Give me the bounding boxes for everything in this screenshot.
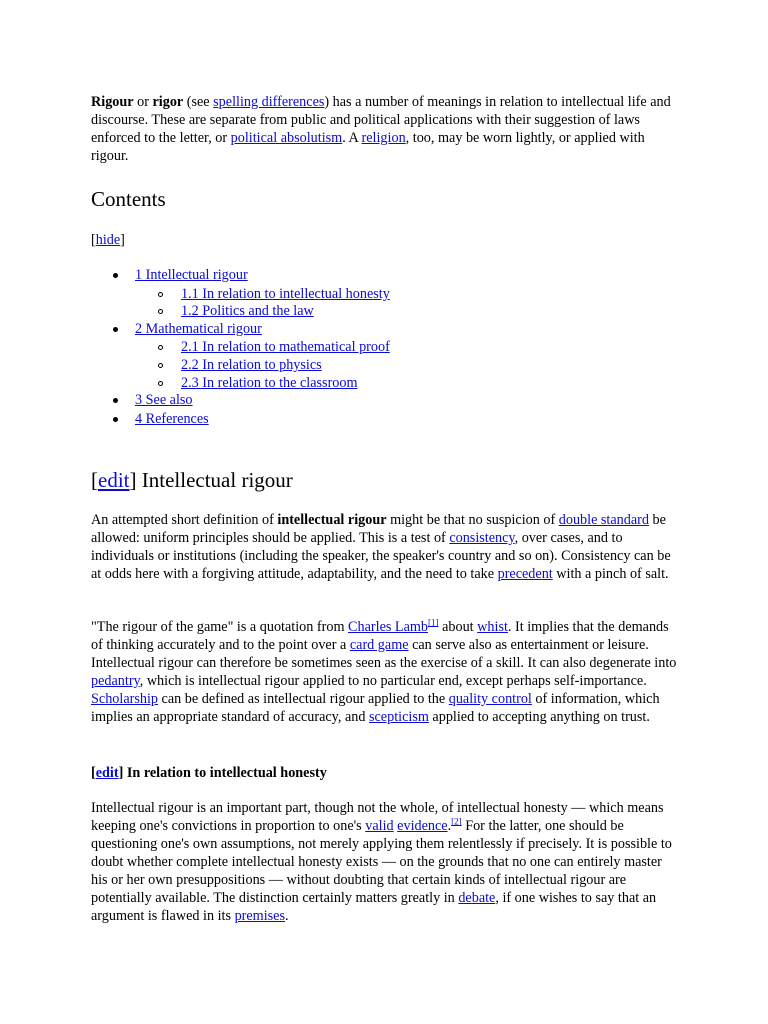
intro-text: ) has a number of meanings in relation to intellectual life and discourse. These are separate from public and political applications with their suggestion of laws enforced to the letter, or bbox=[91, 94, 671, 146]
circle-bullet-icon bbox=[158, 381, 163, 386]
toc-link-mathematical-rigour[interactable]: 2 Mathematical rigour bbox=[135, 321, 262, 337]
body-text: . bbox=[285, 908, 289, 924]
body-text: with a pinch of salt. bbox=[552, 566, 669, 582]
edit-link[interactable]: edit bbox=[98, 468, 130, 492]
link-precedent[interactable]: precedent bbox=[497, 566, 553, 582]
term-rigour: Rigour bbox=[91, 94, 134, 110]
link-evidence[interactable]: evidence bbox=[397, 818, 448, 834]
contents-hide-toggle bbox=[91, 231, 681, 249]
toc-link-mathematical-proof[interactable]: 2.1 In relation to mathematical proof bbox=[181, 339, 390, 355]
bold-term: intellectual rigour bbox=[277, 512, 387, 528]
subsection11-paragraph bbox=[91, 799, 681, 925]
link-pedantry[interactable]: pedantry bbox=[91, 673, 140, 689]
intro-text: (see bbox=[183, 94, 214, 110]
body-text: "The rigour of the game" is a quotation from bbox=[91, 619, 349, 635]
circle-bullet-icon bbox=[158, 363, 163, 368]
link-political-absolutism[interactable]: political absolutism bbox=[230, 130, 343, 146]
link-religion[interactable]: religion bbox=[361, 130, 406, 146]
link-whist[interactable]: whist bbox=[477, 619, 508, 635]
bracket: ] bbox=[120, 232, 125, 248]
toc-link-politics-law[interactable]: 1.2 Politics and the law bbox=[181, 303, 314, 319]
toc-link-classroom[interactable]: 2.3 In relation to the classroom bbox=[181, 375, 358, 391]
intro-text: or bbox=[133, 94, 153, 110]
link-charles-lamb[interactable]: Charles Lamb bbox=[348, 619, 429, 635]
toc-link-intellectual-honesty[interactable]: 1.1 In relation to intellectual honesty bbox=[181, 286, 390, 302]
body-text: can be defined as intellectual rigour applied to the bbox=[158, 691, 449, 707]
reference-2[interactable]: [2] bbox=[451, 816, 462, 827]
bracket: ] bbox=[118, 765, 124, 781]
edit-link[interactable]: edit bbox=[95, 765, 119, 781]
link-consistency[interactable]: consistency bbox=[449, 530, 515, 546]
link-quality-control[interactable]: quality control bbox=[448, 691, 532, 707]
body-text: might be that no suspicion of bbox=[386, 512, 559, 528]
toc-link-physics[interactable]: 2.2 In relation to physics bbox=[181, 357, 322, 373]
bullet-icon bbox=[113, 273, 118, 278]
bracket: [ bbox=[91, 232, 96, 248]
link-spelling-differences[interactable]: spelling differences bbox=[213, 94, 325, 110]
link-scholarship[interactable]: Scholarship bbox=[91, 691, 158, 707]
reference-1[interactable]: [1] bbox=[428, 617, 439, 628]
bracket: [ bbox=[91, 765, 96, 781]
term-rigor: rigor bbox=[152, 94, 184, 110]
bracket: [ bbox=[91, 468, 98, 492]
bullet-icon bbox=[113, 398, 118, 403]
intro-text: , too, may be worn lightly, or applied with rigour. bbox=[91, 130, 645, 164]
circle-bullet-icon bbox=[158, 345, 163, 350]
circle-bullet-icon bbox=[158, 292, 163, 297]
body-text: be allowed: uniform principles should be applied. This is a test of bbox=[91, 512, 666, 546]
link-premises[interactable]: premises bbox=[234, 908, 285, 924]
link-scepticism[interactable]: scepticism bbox=[368, 709, 429, 725]
link-valid[interactable]: valid bbox=[365, 818, 394, 834]
body-text: applied to accepting anything on trust. bbox=[428, 709, 650, 725]
body-text: For the latter, one should be questioning one's own assumptions, not merely applying them relentlessly if precisely. It is possible to doubt whether complete intellectual honesty exists — on the grounds that no one can entirely master his or her own presuppositions — without doubting that certain kinds of intellectual rigour are potentially available. The distinction certainly matters greatly in bbox=[91, 818, 672, 906]
subsection-title: In relation to intellectual honesty bbox=[123, 765, 327, 781]
bullet-icon bbox=[113, 417, 118, 422]
toc-link-references[interactable]: 4 References bbox=[135, 411, 209, 427]
body-text: , if one wishes to say that an argument is flawed in its bbox=[91, 890, 657, 924]
section1-paragraph-1 bbox=[91, 511, 681, 583]
body-text: can serve also as entertainment or leisure. Intellectual rigour can therefore be sometimes seen as the exercise of a skill. It can also degenerate into bbox=[91, 637, 677, 671]
toc-link-see-also[interactable]: 3 See also bbox=[135, 392, 193, 408]
toc-link-intellectual-rigour[interactable]: 1 Intellectual rigour bbox=[135, 267, 248, 283]
contents-heading: Contents bbox=[91, 187, 166, 211]
circle-bullet-icon bbox=[158, 309, 163, 314]
intro-paragraph bbox=[91, 93, 681, 165]
body-text: about bbox=[438, 619, 478, 635]
hide-link[interactable]: hide bbox=[95, 232, 121, 248]
body-text: . It implies that the demands of thinking accurately and to the point over a bbox=[91, 619, 669, 653]
link-double-standard[interactable]: double standard bbox=[558, 512, 649, 528]
body-text: , over cases, and to individuals or institutions (including the speaker, the speaker's country and so on). Consistency can be at odds here with a forgiving attitude, adaptability, and the need to take bbox=[91, 530, 671, 582]
body-text: . bbox=[447, 818, 452, 834]
section1-paragraph-2 bbox=[91, 618, 681, 726]
body-text: of information, which implies an appropriate standard of accuracy, and bbox=[91, 691, 660, 725]
bracket: ] bbox=[129, 468, 137, 492]
link-debate[interactable]: debate bbox=[458, 890, 496, 906]
body-text: , which is intellectual rigour applied to no particular end, except perhaps self-importance. bbox=[139, 673, 647, 689]
bullet-icon bbox=[113, 327, 118, 332]
link-card-game[interactable]: card game bbox=[349, 637, 409, 653]
section-heading-intellectual-rigour bbox=[91, 467, 681, 493]
body-text: Intellectual rigour is an important part, though not the whole, of intellectual honesty — which means keeping one's convictions in proportion to one's bbox=[91, 800, 664, 834]
section-title: Intellectual rigour bbox=[136, 468, 293, 492]
body-text: An attempted short definition of bbox=[91, 512, 278, 528]
intro-text: . A bbox=[342, 130, 362, 146]
subsection-heading-intellectual-honesty bbox=[91, 764, 681, 782]
